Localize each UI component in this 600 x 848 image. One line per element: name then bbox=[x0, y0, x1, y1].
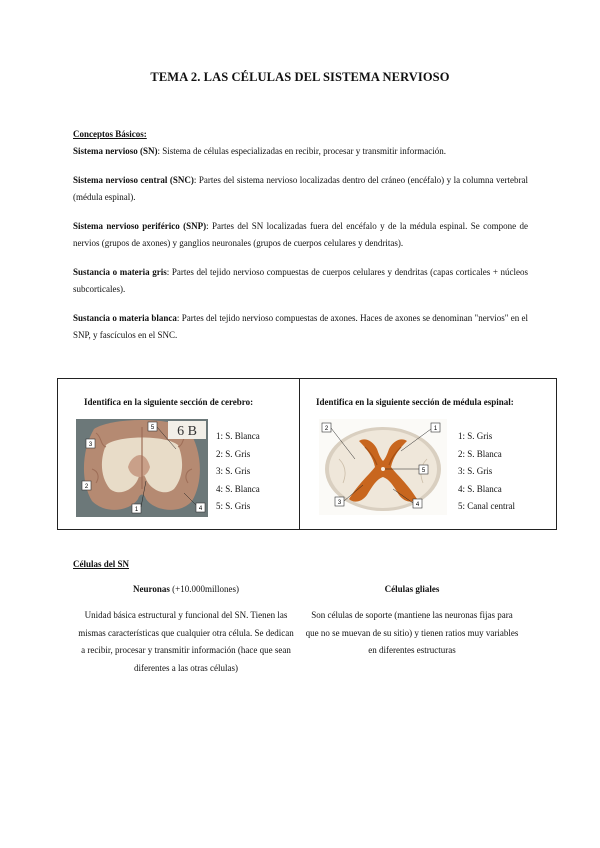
brain-marker: 5 bbox=[150, 425, 155, 431]
brain-section-image bbox=[76, 419, 208, 517]
neurons-title bbox=[78, 582, 294, 596]
list-item: 3: S. Gris bbox=[458, 466, 493, 476]
brain-marker: 2 bbox=[84, 484, 89, 490]
neurons-column bbox=[78, 582, 294, 677]
spinal-marker: 1 bbox=[433, 426, 438, 432]
neurons-title-term: Neuronas bbox=[133, 584, 170, 594]
list-item: 1: S. Blanca bbox=[216, 431, 260, 441]
concept-text: : Partes del tejido nervioso compuestas de axones. Haces de axones se denominan "nervios" en el SNP, y fascículos en el SNC. bbox=[73, 313, 528, 340]
concept-term: Sustancia o materia gris bbox=[73, 267, 167, 277]
glia-description: Son células de soporte (mantiene las neuronas fijas para que no se muevan de su sitio) y tienen ratios muy variables en diferentes estructuras bbox=[305, 610, 519, 655]
concept-term: Sistema nervioso central (SNC) bbox=[73, 175, 194, 185]
concept-item bbox=[73, 172, 528, 206]
list-item: 3: S. Gris bbox=[216, 466, 251, 476]
brain-panel-title: Identifica en la siguiente sección de cerebro: bbox=[84, 397, 254, 407]
identification-box bbox=[57, 378, 557, 530]
list-item: 4: S. Blanca bbox=[216, 483, 260, 494]
glia-column bbox=[304, 582, 520, 660]
spinal-answers-list bbox=[458, 428, 515, 516]
spinal-cord-image bbox=[319, 419, 447, 515]
brain-marker: 4 bbox=[198, 506, 203, 512]
list-item: 4: S. Blanca bbox=[458, 483, 502, 494]
concepts-section bbox=[73, 126, 528, 356]
concept-text: : Partes del SN localizadas fuera del encéfalo y de la médula espinal. Se compone de nervios (grupos de axones) y ganglios neuronales (grupos de cuerpos celulares y dendritas). bbox=[73, 221, 529, 248]
list-item: 2: S. Blanca bbox=[458, 448, 502, 459]
glia-title bbox=[304, 582, 520, 596]
spinal-marker: 3 bbox=[337, 500, 342, 506]
glia-title-term: Células gliales bbox=[384, 584, 440, 594]
neurons-description: Unidad básica estructural y funcional del SN. Tienen las mismas características que cualquier otra célula. Se dedican a recibir, procesar y transmitir información (hace que sean diferentes a las otras células) bbox=[78, 610, 294, 673]
list-item: 2: S. Gris bbox=[216, 448, 251, 459]
list-item: 5: S. Gris bbox=[216, 501, 251, 511]
box-divider bbox=[299, 379, 300, 529]
brain-answers-list bbox=[216, 428, 260, 516]
spinal-marker: 2 bbox=[324, 426, 329, 432]
spinal-marker: 4 bbox=[415, 502, 420, 508]
concept-item bbox=[73, 218, 528, 252]
brain-image-label: 6 B bbox=[177, 424, 197, 439]
concepts-heading: Conceptos Básicos: bbox=[73, 129, 147, 139]
concept-item bbox=[73, 264, 528, 298]
spinal-panel-title: Identifica en la siguiente sección de médula espinal: bbox=[316, 397, 514, 407]
concept-term: Sustancia o materia blanca bbox=[73, 313, 177, 323]
concept-text: : Partes del sistema nervioso localizadas dentro del cráneo (encéfalo) y la columna vertebral (médula espinal). bbox=[73, 175, 528, 202]
concept-text: : Sistema de células especializadas en recibir, procesar y transmitir información. bbox=[157, 146, 447, 156]
list-item: 1: S. Gris bbox=[458, 431, 493, 441]
spinal-marker: 5 bbox=[421, 468, 426, 474]
concept-item bbox=[73, 143, 528, 160]
concept-text: : Partes del tejido nervioso compuestas de cuerpos celulares y dendritas (capas corticales + núcleos subcorticales). bbox=[73, 267, 528, 294]
concept-term: Sistema nervioso periférico (SNP) bbox=[73, 221, 207, 231]
concept-term: Sistema nervioso (SN) bbox=[73, 146, 158, 156]
list-item: 5: Canal central bbox=[458, 501, 515, 511]
neurons-title-extra: (+10.000millones) bbox=[169, 584, 239, 594]
brain-marker: 1 bbox=[134, 507, 139, 513]
concept-item bbox=[73, 310, 528, 344]
cells-heading: Células del SN bbox=[73, 559, 130, 569]
brain-marker: 3 bbox=[88, 442, 93, 448]
page-title: TEMA 2. LAS CÉLULAS DEL SISTEMA NERVIOSO bbox=[150, 70, 450, 84]
